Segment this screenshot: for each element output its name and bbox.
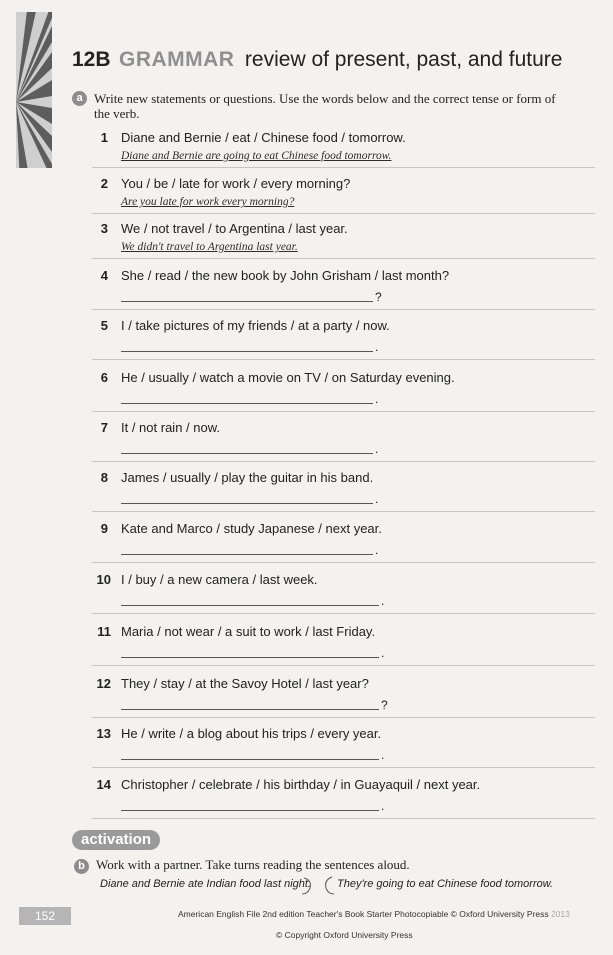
section-title: review of present, past, and future <box>244 48 563 71</box>
row-divider <box>92 461 595 462</box>
exercise-prompt: Maria / not wear / a suit to work / last Friday. <box>121 624 376 639</box>
answer-end-punctuation: . <box>375 392 379 406</box>
exercise-answer: Diane and Bernie are going to eat Chinese food tomorrow. <box>121 150 392 162</box>
exercise-number: 11 <box>97 624 111 639</box>
answer-blank[interactable] <box>121 453 373 454</box>
page-number: 152 <box>19 907 71 925</box>
section-b-instruction: Work with a partner. Take turns reading the sentences aloud. <box>96 857 410 872</box>
activation-label: activation <box>72 830 160 850</box>
footer-year: 2013 <box>550 909 570 919</box>
row-divider <box>92 717 595 718</box>
answer-end-punctuation: . <box>381 748 385 762</box>
exercise-prompt: James / usually / play the guitar in his band. <box>121 470 374 485</box>
row-divider <box>92 309 595 310</box>
answer-blank[interactable] <box>121 810 379 811</box>
section-b-badge: b <box>74 859 89 874</box>
sunburst-decoration <box>16 12 52 168</box>
footer-credit <box>178 909 570 919</box>
answer-blank[interactable] <box>121 403 373 404</box>
answer-end-punctuation: . <box>375 543 379 557</box>
row-divider <box>92 258 595 259</box>
exercise-number: 7 <box>100 420 108 435</box>
exercise-number: 12 <box>96 676 111 691</box>
row-divider <box>92 665 595 666</box>
answer-end-punctuation: . <box>381 594 385 608</box>
row-divider <box>92 411 595 412</box>
answer-end-punctuation: . <box>375 442 379 456</box>
exercise-number: 3 <box>100 221 108 236</box>
exercise-number: 8 <box>100 470 108 485</box>
exercise-number: 6 <box>100 370 108 385</box>
exercise-prompt: I / buy / a new camera / last week. <box>121 572 318 587</box>
answer-end-punctuation: ? <box>381 698 388 712</box>
answer-blank[interactable] <box>121 301 373 302</box>
exercise-number: 14 <box>96 777 111 792</box>
answer-end-punctuation: . <box>381 646 385 660</box>
section-a-badge: a <box>72 91 87 106</box>
exercise-prompt: They / stay / at the Savoy Hotel / last year? <box>121 676 369 691</box>
row-divider <box>92 213 595 214</box>
answer-end-punctuation: . <box>375 492 379 506</box>
example-sentence-2: They're going to eat Chinese food tomorrow. <box>337 878 554 890</box>
exercise-prompt: Diane and Bernie / eat / Chinese food / tomorrow. <box>121 130 406 145</box>
exercise-prompt: It / not rain / now. <box>121 420 220 435</box>
exercise-prompt: Kate and Marco / study Japanese / next year. <box>121 521 382 536</box>
exercise-prompt: He / write / a blog about his trips / every year. <box>121 726 382 741</box>
exercise-number: 2 <box>100 176 108 191</box>
answer-blank[interactable] <box>121 605 379 606</box>
answer-blank[interactable] <box>121 351 373 352</box>
row-divider <box>92 511 595 512</box>
exercise-number: 10 <box>96 572 111 587</box>
answer-end-punctuation: . <box>381 799 385 813</box>
row-divider <box>92 818 595 819</box>
footer-credit-text: American English File 2nd edition Teacher's Book Starter Photocopiable © Oxford University Press <box>178 909 549 919</box>
exercise-answer: We didn't travel to Argentina last year. <box>121 241 298 253</box>
exercise-prompt: Christopher / celebrate / his birthday / in Guayaquil / next year. <box>121 777 481 792</box>
exercise-prompt: She / read / the new book by John Grisham / last month? <box>121 268 450 283</box>
exercise-answer: Are you late for work every morning? <box>121 196 295 208</box>
row-divider <box>92 613 595 614</box>
exercise-number: 9 <box>100 521 108 536</box>
row-divider <box>92 562 595 563</box>
unit-code: 12B <box>72 48 111 71</box>
section-a-instruction: Write new statements or questions. Use the words below and the correct tense or form of the verb. <box>94 91 556 121</box>
exercise-number: 1 <box>100 130 108 145</box>
exercise-prompt: He / usually / watch a movie on TV / on Saturday evening. <box>121 370 455 385</box>
row-divider <box>92 359 595 360</box>
exercise-prompt: We / not travel / to Argentina / last year. <box>121 221 348 236</box>
answer-blank[interactable] <box>121 657 379 658</box>
answer-blank[interactable] <box>121 709 379 710</box>
exercise-prompt: You / be / late for work / every morning? <box>121 176 351 191</box>
section-keyword: GRAMMAR <box>118 48 235 71</box>
row-divider <box>92 767 595 768</box>
answer-end-punctuation: . <box>375 340 379 354</box>
answer-end-punctuation: ? <box>375 290 382 304</box>
row-divider <box>92 167 595 168</box>
exercise-number: 4 <box>100 268 108 283</box>
answer-blank[interactable] <box>121 503 373 504</box>
page-title <box>72 48 562 72</box>
answer-blank[interactable] <box>121 554 373 555</box>
speech-tail-icon <box>300 874 342 896</box>
answer-blank[interactable] <box>121 759 379 760</box>
example-sentence-1: Diane and Bernie ate Indian food last night. <box>100 878 311 890</box>
copyright-notice: © Copyright Oxford University Press <box>276 930 413 940</box>
exercise-number: 5 <box>100 318 108 333</box>
exercise-prompt: I / take pictures of my friends / at a party / now. <box>121 318 390 333</box>
exercise-number: 13 <box>96 726 111 741</box>
